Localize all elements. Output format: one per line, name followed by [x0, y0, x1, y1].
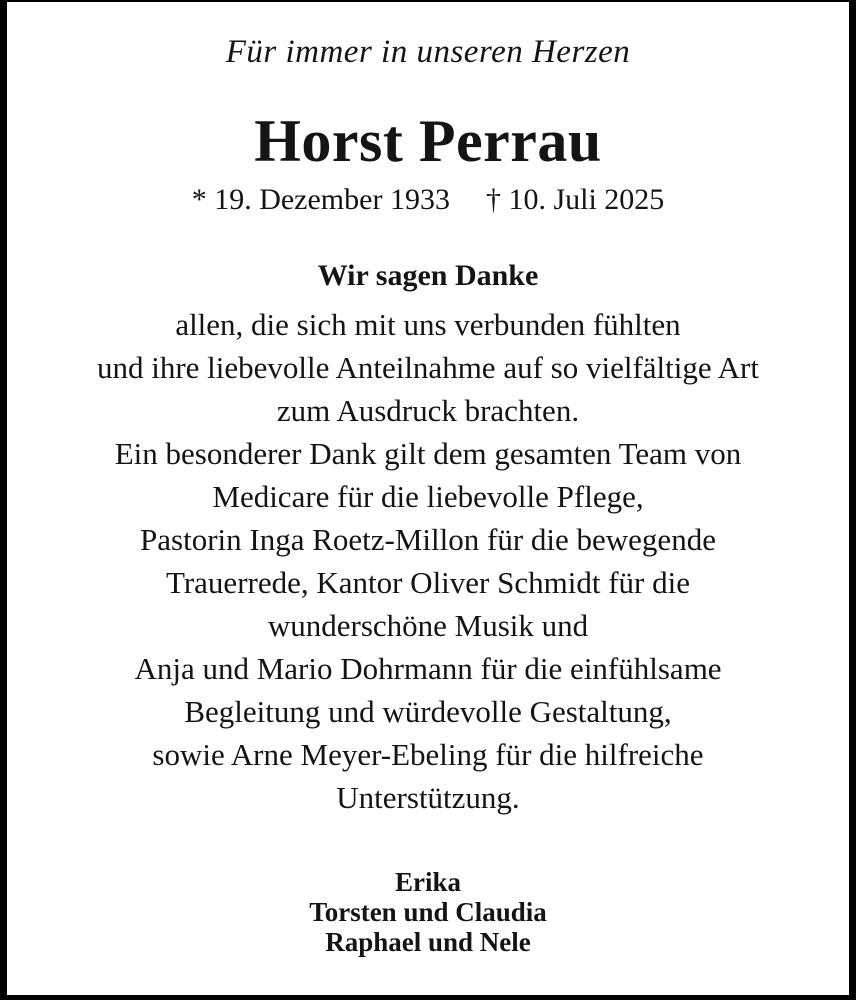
- life-dates: [7, 182, 849, 218]
- thanks-text-line: Medicare für die liebevolle Pflege,: [212, 478, 644, 514]
- thanks-text-line: Anja und Mario Dohrmann für die einfühlsame: [134, 650, 722, 686]
- mourners-list: [7, 867, 849, 957]
- thanks-text-line: Pastorin Inga Roetz-Millon für die bewegende: [140, 521, 716, 557]
- death-date: † 10. Juli 2025: [485, 182, 665, 216]
- thanks-text-line: wunderschöne Musik und: [267, 607, 589, 643]
- epigraph: Für immer in unseren Herzen: [225, 34, 631, 70]
- thanks-text: [7, 303, 849, 819]
- mourner-name: Raphael und Nele: [325, 926, 531, 957]
- thanks-text-line: Ein besonderer Dank gilt dem gesamten Team von: [114, 435, 742, 471]
- thanks-text-line: Begleitung und würdevolle Gestaltung,: [184, 693, 672, 729]
- thanks-text-line: Unterstützung.: [336, 779, 520, 815]
- mourner-name: Torsten und Claudia: [309, 896, 547, 927]
- deceased-name: Horst Perrau: [254, 107, 602, 174]
- birth-date: * 19. Dezember 1933: [191, 182, 450, 216]
- mourner-name: Erika: [394, 866, 461, 897]
- thanks-text-line: und ihre liebevolle Anteilnahme auf so vielfältige Art: [96, 349, 759, 385]
- thanks-heading: Wir sagen Danke: [317, 258, 539, 292]
- thanks-text-line: zum Ausdruck brachten.: [276, 392, 580, 428]
- thanks-text-line: allen, die sich mit uns verbunden fühlten: [175, 306, 681, 342]
- thanks-text-line: sowie Arne Meyer-Ebeling für die hilfreiche: [152, 736, 704, 772]
- thanks-text-line: Trauerrede, Kantor Oliver Schmidt für die: [166, 564, 690, 600]
